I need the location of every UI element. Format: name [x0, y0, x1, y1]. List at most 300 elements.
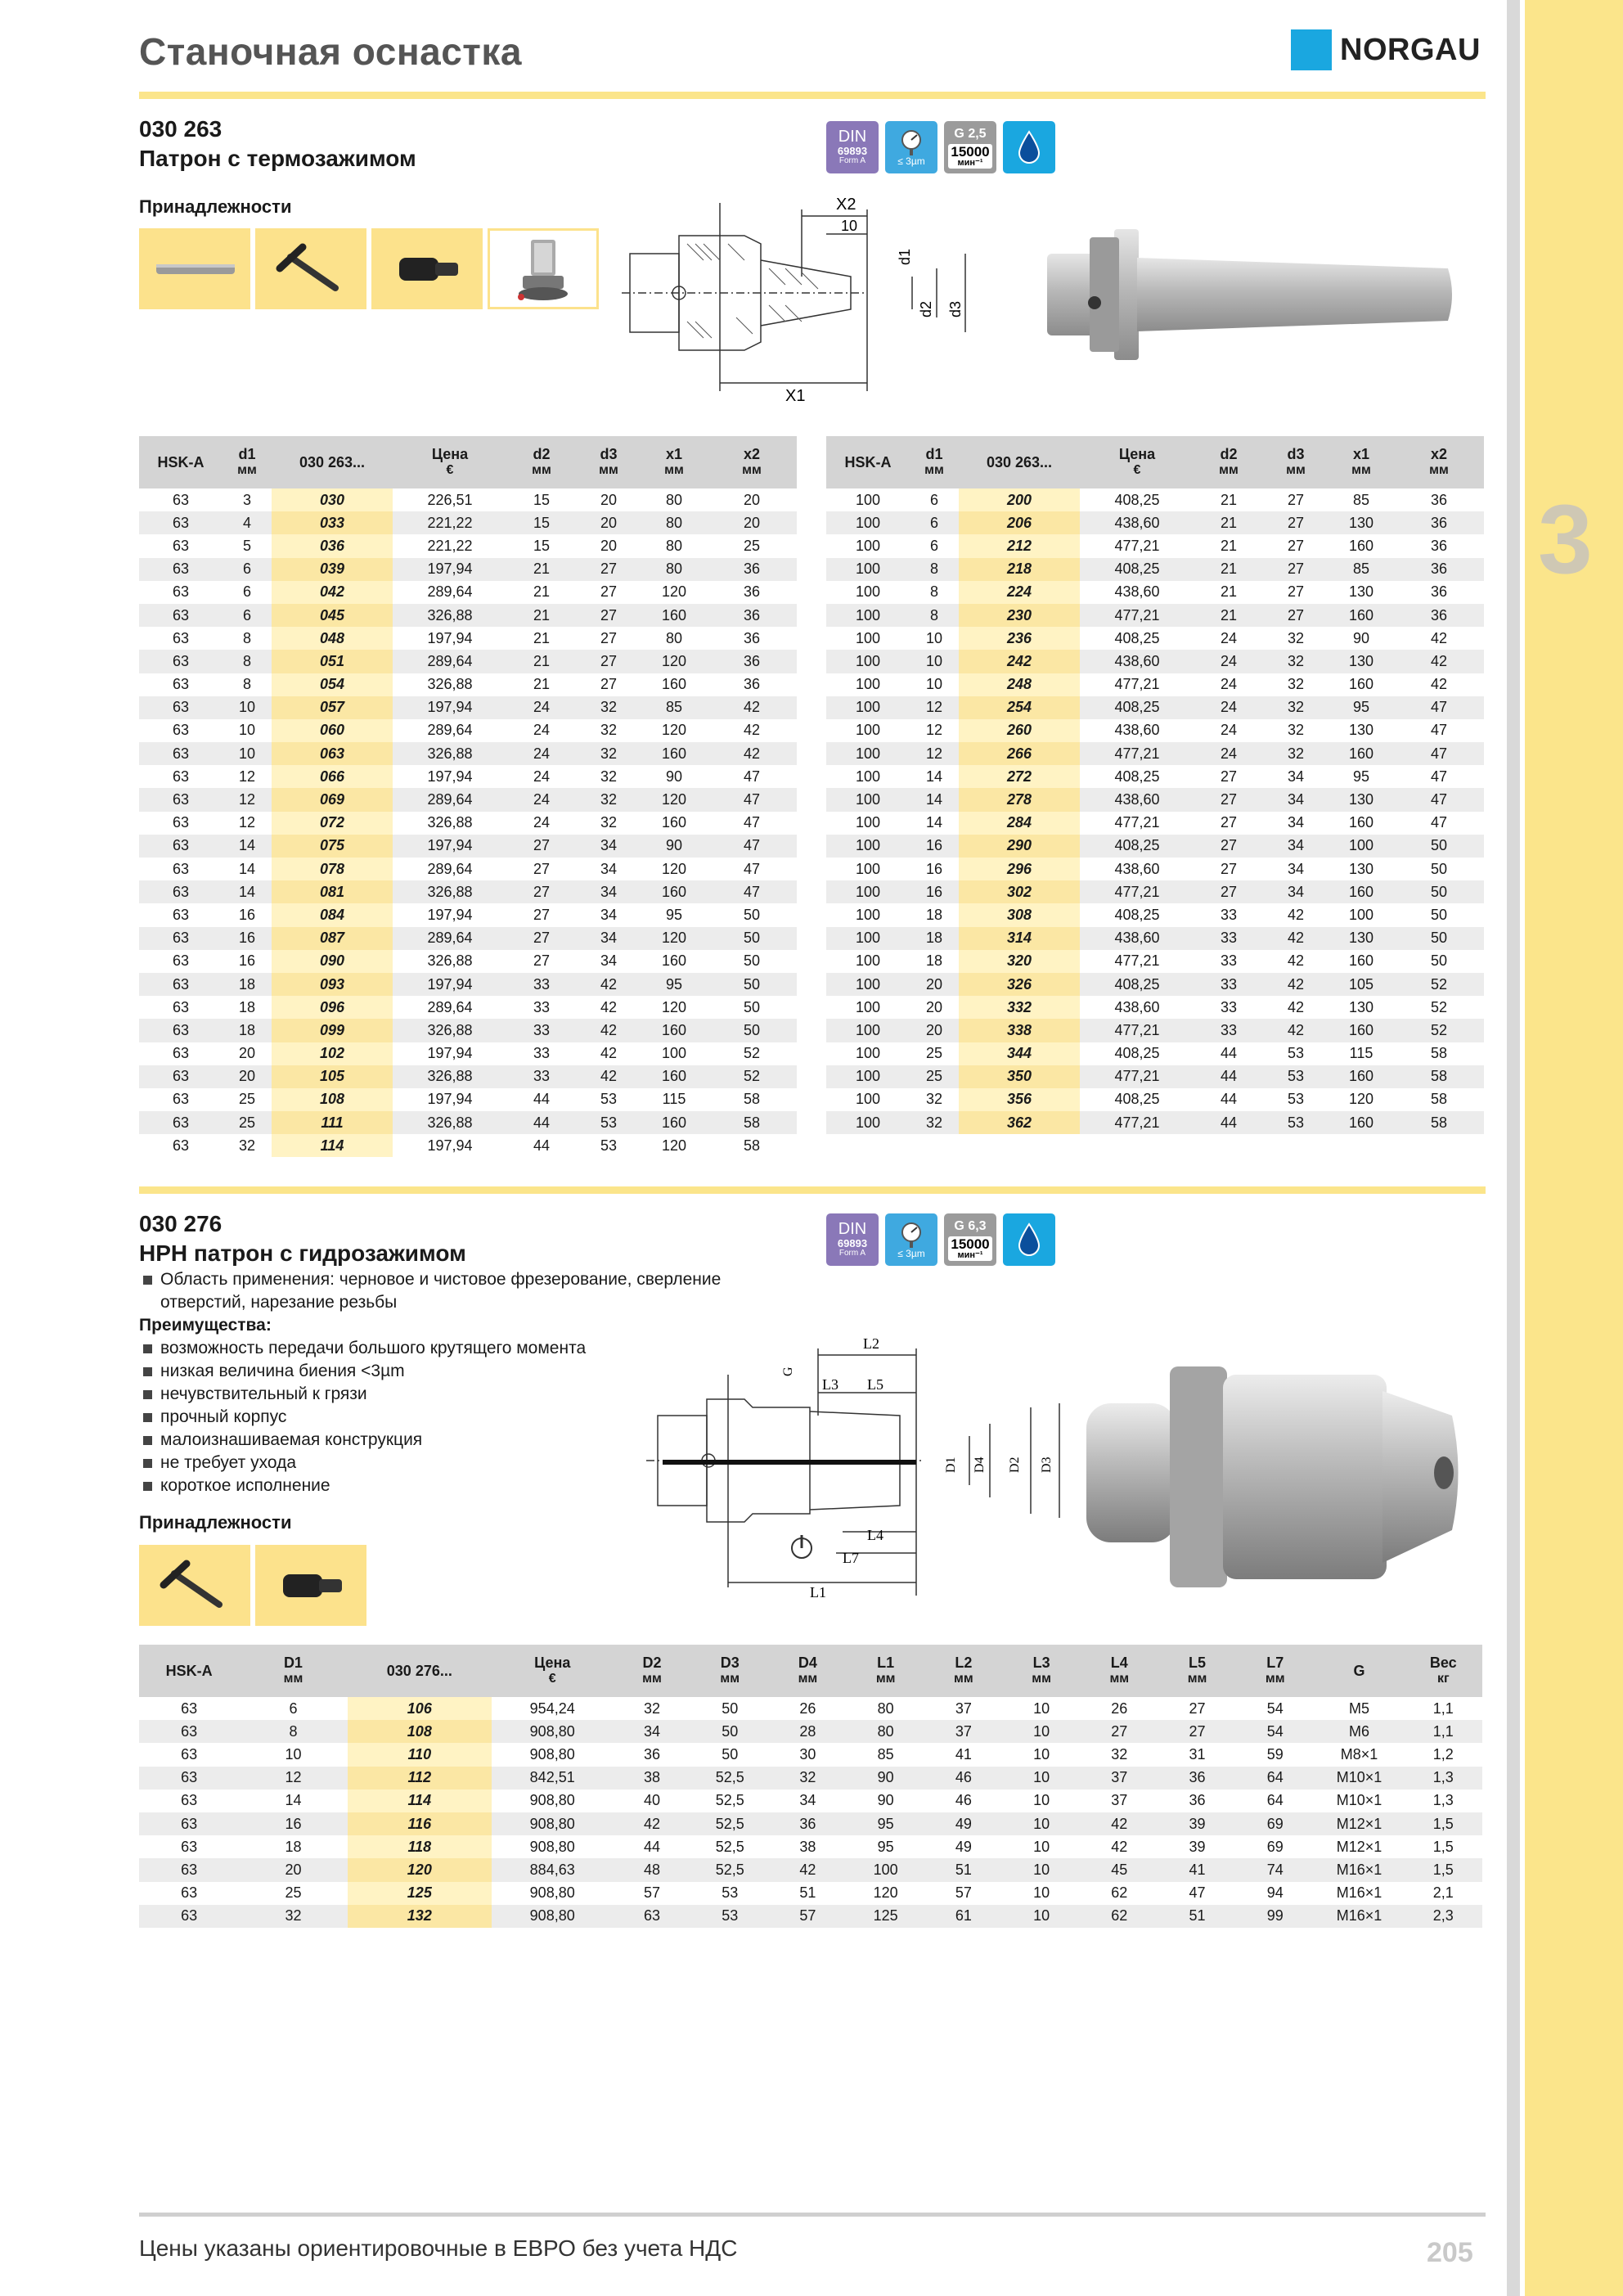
article-code-cell: 105 — [272, 1065, 393, 1088]
table-cell: 20 — [223, 1065, 272, 1088]
table-cell: 130 — [1329, 511, 1394, 534]
section-sidebar — [1525, 0, 1623, 2296]
d1-label: d1 — [897, 248, 913, 265]
col-d2: d2 мм — [1194, 436, 1263, 488]
section1-accessories-label: Принадлежности — [139, 196, 292, 217]
table-cell: 120 — [661, 722, 687, 739]
table-cell: 10 — [1002, 1812, 1080, 1835]
article-code-cell: 084 — [272, 903, 393, 926]
table-cell: 27 — [1158, 1720, 1236, 1743]
table-cell: 197,94 — [393, 558, 507, 581]
table-cell: 32 — [576, 696, 641, 719]
table-cell: 100 — [826, 788, 910, 811]
table-cell: 24 — [507, 788, 576, 811]
advantage-item: низкая величина биения <3µm — [139, 1360, 777, 1383]
rpm-value: 15000 — [951, 1236, 990, 1252]
table-cell: 20 — [910, 973, 959, 996]
article-code-cell: 075 — [272, 835, 393, 858]
table-cell: 32 — [1263, 650, 1329, 673]
table-cell: 44 — [533, 1091, 551, 1108]
page-title: Станочная оснастка — [139, 30, 522, 73]
table-cell: 27 — [533, 906, 551, 923]
table-cell: 25 — [925, 1045, 943, 1062]
table-cell: 62 — [1111, 1884, 1128, 1902]
table-cell: 42 — [576, 1065, 641, 1088]
table-cell: 160 — [1329, 880, 1394, 903]
table-cell: 908,80 — [492, 1720, 613, 1743]
table-cell: 908,80 — [529, 1884, 575, 1902]
section-divider — [139, 1186, 1486, 1194]
table-cell: 160 — [661, 676, 687, 693]
table-row — [139, 1790, 1482, 1812]
table-cell: 33 — [533, 998, 551, 1015]
table-row — [826, 903, 1484, 926]
table-cell: 27 — [576, 604, 641, 627]
article-code-cell: 108 — [272, 1088, 393, 1111]
table-cell: M10×1 — [1314, 1767, 1404, 1790]
table-cell: 41 — [955, 1745, 972, 1763]
table-row — [826, 950, 1484, 973]
table-cell: 27 — [1287, 537, 1305, 554]
table-cell: 27 — [1194, 880, 1263, 903]
table-cell: 64 — [1236, 1767, 1314, 1790]
table-cell: 100 — [855, 537, 881, 554]
table-cell: 477,21 — [1114, 952, 1160, 970]
article-code-cell: 039 — [272, 558, 393, 581]
article-code-cell: 116 — [348, 1812, 492, 1835]
table-cell: 115 — [662, 1091, 686, 1108]
col-x1: x1 мм — [1329, 436, 1394, 488]
table-cell: 80 — [665, 629, 683, 646]
col-x2: x2 мм — [1394, 436, 1484, 488]
table-cell: 36 — [1158, 1767, 1236, 1790]
din-badge — [826, 1213, 879, 1266]
table-cell: 47 — [743, 768, 761, 785]
table-cell: 42 — [1111, 1838, 1128, 1855]
table-cell: 226,51 — [427, 491, 473, 508]
article-code-cell: 332 — [959, 996, 1080, 1019]
table-cell: 27 — [507, 927, 576, 950]
balance-badge — [944, 121, 996, 173]
table-cell: 130 — [1348, 860, 1374, 877]
table-row — [139, 1019, 797, 1042]
table-cell: 63 — [172, 491, 190, 508]
table-cell: 36 — [1189, 1792, 1206, 1809]
din-form: Form A — [838, 156, 866, 166]
table-cell: 53 — [1263, 1065, 1329, 1088]
article-code-cell: 102 — [272, 1042, 393, 1065]
table-row — [139, 903, 797, 926]
table-cell: 27 — [1081, 1720, 1158, 1743]
table-cell: 58 — [1430, 1045, 1448, 1062]
din-label: DIN — [838, 1220, 867, 1239]
table-cell: 63 — [181, 1792, 198, 1809]
col-x1: x1 мм — [641, 436, 707, 488]
col-d3: d3 мм — [576, 436, 641, 488]
table-cell: 50 — [707, 927, 797, 950]
table-cell: 10 — [1002, 1767, 1080, 1790]
article-code-cell: 051 — [272, 650, 393, 673]
table-cell: 160 — [661, 952, 687, 970]
table-cell: 50 — [1394, 880, 1484, 903]
table-cell: 1,1 — [1432, 1699, 1454, 1717]
table-cell: 10 — [1033, 1699, 1050, 1717]
table-cell: 908,80 — [529, 1838, 575, 1855]
table-cell: 8 — [239, 1720, 347, 1743]
table-row — [826, 719, 1484, 742]
table-cell: 120 — [661, 860, 687, 877]
table-cell: 12 — [925, 722, 943, 739]
table-cell: 52 — [1394, 973, 1484, 996]
table-cell: 90 — [877, 1792, 894, 1809]
article-code-cell: 042 — [272, 581, 393, 604]
table-cell: 289,64 — [393, 927, 507, 950]
article-code-cell: 314 — [959, 927, 1080, 950]
accessory-t-wrench[interactable] — [255, 228, 366, 309]
accessory-shrink-unit[interactable] — [488, 228, 599, 309]
table-cell: 42 — [1287, 998, 1305, 1015]
table-cell: 24 — [533, 814, 551, 831]
table-cell: 32 — [600, 722, 618, 739]
application-text: Область применения: черновое и чистовое фрезерование, сверление отверстий, нарезание резьбы — [139, 1268, 777, 1314]
col-l4: L4 мм — [1081, 1645, 1158, 1697]
table-cell: 100 — [826, 880, 910, 903]
table-cell: 50 — [1430, 860, 1448, 877]
section1-table-right — [826, 436, 1484, 1134]
table-cell: 25 — [223, 1111, 272, 1134]
table-cell: 21 — [1220, 583, 1238, 601]
table-cell: 408,25 — [1080, 973, 1194, 996]
table-cell: 36 — [743, 676, 761, 693]
din-badge — [826, 121, 879, 173]
article-code-cell: 072 — [272, 812, 393, 835]
table-cell: 44 — [1220, 1091, 1238, 1108]
section1-table-left — [139, 436, 797, 1157]
article-code-cell: 266 — [959, 742, 1080, 765]
article-code-cell: 350 — [959, 1065, 1080, 1088]
table-row — [139, 858, 797, 880]
table-cell: 100 — [855, 906, 881, 923]
table-cell: 160 — [641, 604, 707, 627]
table-cell: 160 — [1348, 676, 1374, 693]
table-cell: 160 — [1329, 742, 1394, 765]
table-cell: 50 — [1430, 906, 1448, 923]
table-cell: 59 — [1266, 1745, 1284, 1763]
table-cell: 100 — [826, 1065, 910, 1088]
table-cell: 63 — [139, 788, 223, 811]
table-cell: 289,64 — [427, 583, 473, 601]
table-cell: 37 — [955, 1699, 972, 1717]
table-cell: 63 — [181, 1838, 198, 1855]
table-cell: 5 — [242, 537, 251, 554]
table-cell: 12 — [910, 742, 959, 765]
table-cell: 14 — [223, 880, 272, 903]
coolant-drop-icon — [1003, 1213, 1055, 1266]
table-cell: 47 — [1394, 742, 1484, 765]
table-cell: 10 — [223, 696, 272, 719]
table-cell: 42 — [576, 973, 641, 996]
table-cell: 80 — [847, 1720, 924, 1743]
article-code-cell: 356 — [959, 1088, 1080, 1111]
table-cell: 16 — [910, 835, 959, 858]
section2-table — [139, 1645, 1482, 1928]
table-row — [139, 927, 797, 950]
table-cell: 50 — [743, 906, 761, 923]
table-cell: 36 — [1430, 583, 1448, 601]
table-cell: 49 — [955, 1838, 972, 1855]
rpm-label — [948, 1236, 991, 1261]
table-cell: 34 — [600, 860, 618, 877]
table-cell: 33 — [1194, 973, 1263, 996]
table-cell: 48 — [613, 1858, 690, 1881]
l7-label: L7 — [843, 1550, 859, 1566]
table-cell: 44 — [1220, 1045, 1238, 1062]
x1-label: X1 — [785, 387, 806, 405]
table-cell: 10 — [1002, 1905, 1080, 1928]
table-cell: 63 — [172, 998, 190, 1015]
col-d3: d3 мм — [1263, 436, 1329, 488]
table-cell: 32 — [925, 1091, 943, 1108]
table-row — [826, 673, 1484, 696]
table-cell: 33 — [533, 1045, 551, 1062]
table-cell: 47 — [707, 880, 797, 903]
table-cell: 10 — [238, 722, 256, 739]
table-cell: 50 — [707, 1019, 797, 1042]
accessory-extension-rod[interactable] — [139, 228, 250, 309]
accessory-stop-screw[interactable] — [371, 228, 483, 309]
table-cell: 58 — [1394, 1065, 1484, 1088]
table-cell: 85 — [641, 696, 707, 719]
section2-code: 030 276 — [139, 1211, 223, 1236]
table-cell: 32 — [643, 1699, 661, 1717]
table-cell: 100 — [826, 973, 910, 996]
table-cell: 32 — [1263, 696, 1329, 719]
table-cell: 42 — [707, 696, 797, 719]
table-cell: 32 — [1287, 722, 1305, 739]
table-cell: 33 — [1220, 952, 1238, 970]
table-cell: 27 — [1287, 583, 1305, 601]
table-cell: 34 — [600, 906, 618, 923]
table-cell: 53 — [600, 1137, 618, 1154]
table-cell: 27 — [576, 650, 641, 673]
table-cell: 50 — [1394, 927, 1484, 950]
table-cell: 63 — [613, 1905, 690, 1928]
table-cell: 32 — [910, 1111, 959, 1134]
table-row — [139, 627, 797, 650]
section1-badges — [826, 121, 1055, 173]
table-cell: 438,60 — [1080, 511, 1194, 534]
table-row — [139, 1042, 797, 1065]
norgau-logo — [1291, 29, 1481, 70]
table-cell: 6 — [289, 1699, 298, 1717]
table-cell: 100 — [855, 1045, 881, 1062]
table-row — [826, 534, 1484, 557]
table-cell: 36 — [1430, 537, 1448, 554]
section2-technical-drawing — [646, 1326, 1063, 1604]
table-cell: 63 — [172, 952, 190, 970]
table-cell: 160 — [1348, 952, 1374, 970]
table-cell: 85 — [1329, 558, 1394, 581]
table-cell: 27 — [1220, 860, 1238, 877]
table-cell: 20 — [910, 1019, 959, 1042]
table-cell: 27 — [507, 880, 576, 903]
table-cell: 27 — [600, 676, 618, 693]
table-cell: 80 — [877, 1699, 894, 1717]
article-code-cell: 290 — [959, 835, 1080, 858]
table-cell: 100 — [855, 491, 881, 508]
table-cell: 15 — [507, 511, 576, 534]
table-cell: 221,22 — [393, 511, 507, 534]
article-code-cell: 248 — [959, 673, 1080, 696]
table-cell: 21 — [1194, 558, 1263, 581]
article-code-cell: 114 — [348, 1790, 492, 1812]
table-cell: 12 — [223, 788, 272, 811]
col-weight: Вес кг — [1405, 1645, 1482, 1697]
table-cell: 49 — [924, 1812, 1002, 1835]
table-cell: M12×1 — [1336, 1838, 1382, 1855]
table-cell: 26 — [799, 1699, 816, 1717]
col-l2: L2 мм — [924, 1645, 1002, 1697]
table-cell: 36 — [643, 1745, 661, 1763]
section1-accessories — [139, 228, 599, 309]
table-row — [139, 1858, 1482, 1881]
table-cell: 57 — [769, 1905, 847, 1928]
table-cell: M16×1 — [1314, 1905, 1404, 1928]
table-cell: 42 — [613, 1812, 690, 1835]
table-cell: 120 — [1348, 1091, 1374, 1108]
din-label: DIN — [838, 128, 867, 146]
table-row — [139, 950, 797, 973]
table-cell: 10 — [925, 676, 943, 693]
table-cell: 6 — [242, 583, 251, 601]
table-cell: 10 — [1033, 1745, 1050, 1763]
table-cell: 63 — [139, 973, 223, 996]
table-cell: 3 — [242, 491, 251, 508]
runout-gauge-icon — [885, 121, 937, 173]
table-cell: 37 — [1081, 1767, 1158, 1790]
table-cell: 408,25 — [1114, 906, 1160, 923]
table-row — [139, 880, 797, 903]
table-cell: 27 — [1220, 814, 1238, 831]
table-cell: 53 — [691, 1905, 769, 1928]
table-cell: 477,21 — [1080, 742, 1194, 765]
d2-label: d2 — [918, 300, 934, 317]
article-code-cell: 320 — [959, 950, 1080, 973]
table-cell: 100 — [826, 1019, 910, 1042]
table-cell: M12×1 — [1314, 1812, 1404, 1835]
table-cell: 63 — [139, 558, 223, 581]
col-x2: x2 мм — [707, 436, 797, 488]
table-cell: 160 — [1329, 1019, 1394, 1042]
table-cell: 20 — [600, 537, 618, 554]
table-cell: 408,25 — [1080, 835, 1194, 858]
table-cell: 63 — [139, 880, 223, 903]
table-cell: 50 — [743, 998, 761, 1015]
section1-title: Патрон с термозажимом — [139, 146, 416, 171]
table-cell: 160 — [641, 742, 707, 765]
article-code-cell: 111 — [272, 1111, 393, 1134]
table-cell: 30 — [799, 1745, 816, 1763]
table-cell: 954,24 — [529, 1699, 575, 1717]
table-cell: 32 — [239, 1905, 347, 1928]
section2-accessories — [139, 1545, 366, 1626]
table-cell: 130 — [1348, 583, 1374, 601]
table-cell: 95 — [847, 1812, 924, 1835]
accessory-stop-screw[interactable] — [255, 1545, 366, 1626]
accessory-t-wrench[interactable] — [139, 1545, 250, 1626]
table-cell: 12 — [238, 814, 256, 831]
col-hsk: HSK-A — [139, 436, 223, 488]
table-cell: 408,25 — [1080, 696, 1194, 719]
table-cell: M5 — [1348, 1699, 1369, 1717]
article-code-cell: 125 — [348, 1882, 492, 1905]
article-code-cell: 118 — [348, 1835, 492, 1858]
table-cell: 34 — [576, 835, 641, 858]
table-cell: 20 — [707, 511, 797, 534]
table-cell: 326,88 — [393, 1111, 507, 1134]
article-code-cell: 284 — [959, 812, 1080, 835]
table-cell: 16 — [238, 906, 256, 923]
table-row — [826, 835, 1484, 858]
table-cell: 47 — [743, 860, 761, 877]
table-cell: 100 — [855, 722, 881, 739]
table-cell: 197,94 — [427, 768, 473, 785]
table-cell: 27 — [533, 860, 551, 877]
table-row — [139, 1088, 797, 1111]
table-cell: 42 — [1430, 629, 1448, 646]
table-row — [139, 534, 797, 557]
article-code-cell: 093 — [272, 973, 393, 996]
table-cell: 16 — [239, 1812, 347, 1835]
table-cell: 51 — [924, 1858, 1002, 1881]
col-hsk: HSK-A — [139, 1645, 239, 1697]
sidebar-stripe — [1507, 0, 1520, 2296]
article-code-cell: 114 — [272, 1134, 393, 1157]
l2-label: L2 — [863, 1335, 879, 1352]
table-cell: 12 — [910, 696, 959, 719]
d3-label: d3 — [947, 300, 964, 317]
section1-technical-drawing — [622, 187, 1031, 407]
table-cell: 18 — [285, 1838, 302, 1855]
table-cell: 27 — [1220, 768, 1238, 785]
table-cell: 34 — [799, 1792, 816, 1809]
table-cell: 438,60 — [1114, 860, 1160, 877]
section-number: 3 — [1538, 484, 1593, 594]
table-cell: 27 — [533, 952, 551, 970]
table-cell: 289,64 — [427, 860, 473, 877]
table-row — [139, 1720, 1482, 1743]
table-cell: 100 — [855, 676, 881, 693]
article-code-cell: 224 — [959, 581, 1080, 604]
table-cell: 52 — [743, 1045, 761, 1062]
table-cell: 21 — [1194, 511, 1263, 534]
article-code-cell: 112 — [348, 1767, 492, 1790]
table-cell: 41 — [1158, 1858, 1236, 1881]
article-code-cell: 272 — [959, 765, 1080, 788]
table-cell: 63 — [172, 906, 190, 923]
table-cell: 58 — [1430, 1091, 1448, 1108]
table-cell: 326,88 — [427, 952, 473, 970]
article-code-cell: 218 — [959, 558, 1080, 581]
table-cell: 52,5 — [691, 1767, 769, 1790]
table-cell: 14 — [285, 1792, 302, 1809]
table-cell: 36 — [1394, 511, 1484, 534]
table-row — [826, 880, 1484, 903]
advantage-item: возможность передачи большого крутящего момента — [139, 1337, 777, 1360]
table-cell: 10 — [925, 629, 943, 646]
article-code-cell: 106 — [348, 1697, 492, 1720]
dim-10-label: 10 — [841, 218, 858, 234]
